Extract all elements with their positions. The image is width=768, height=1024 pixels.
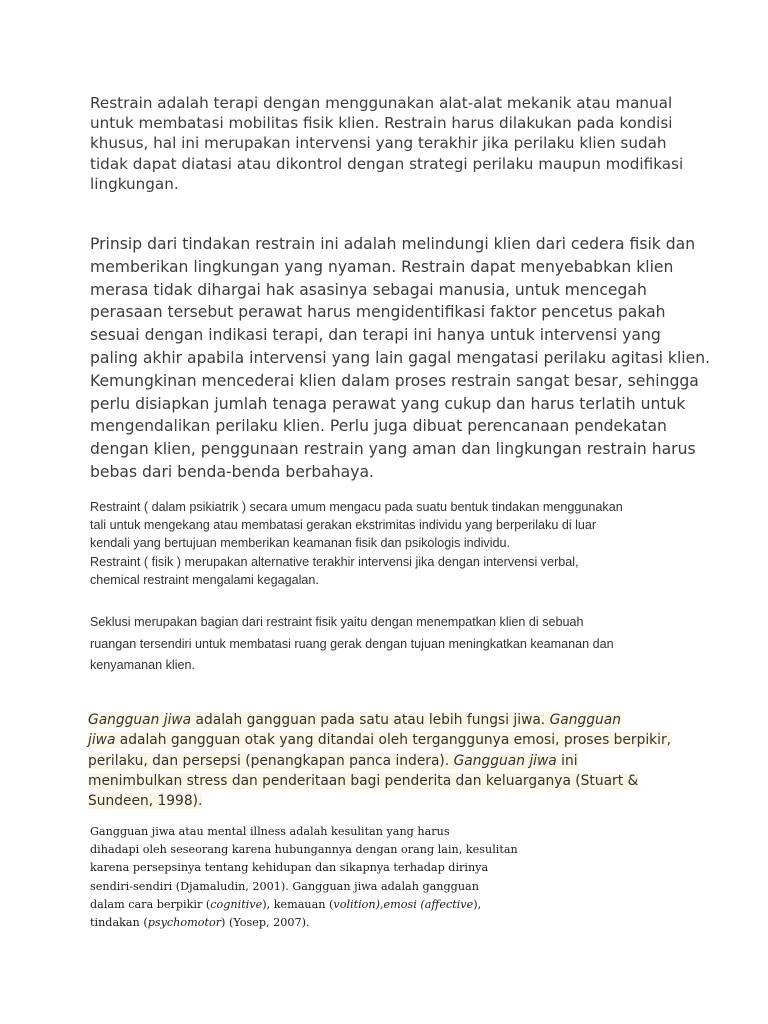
text-line: Restrain adalah terapi dengan menggunakan alat-alat mekanik atau manual (90, 94, 673, 112)
text-line: untuk membatasi mobilitas fisik klien. Restrain harus dilakukan pada kondisi (90, 114, 673, 133)
italic-term: cognitive (210, 897, 263, 911)
highlight (88, 732, 671, 748)
text-line: tali untuk mengekang atau membatasi gerakan ekstrimitas individu yang berperilaku di luar (90, 518, 597, 533)
text-line: Prinsip dari tindakan restrain ini adalah melindungi klien dari cedera fisik dan (90, 235, 696, 253)
text-line: paling akhir apabila intervensi yang lain gagal mengatasi perilaku agitasi klien. (90, 348, 711, 367)
text-line: mengendalikan perilaku klien. Perlu juga dibuat perencanaan pendekatan (90, 417, 667, 436)
paragraph-gangguan-jiwa-highlighted (88, 710, 688, 811)
italic-term: Gangguan jiwa (88, 712, 192, 728)
text-line: bebas dari benda-benda berbahaya. (90, 462, 374, 481)
italic-term: Gangguan (549, 712, 621, 728)
text-line (88, 730, 688, 750)
text-span: ), kemauan ( (262, 897, 334, 911)
text-line: karena persepsinya tentang kehidupan dan sikapnya terhadap dirinya (90, 861, 489, 875)
paragraph-restrain-principle (90, 233, 711, 484)
text-line: ruangan tersendiri untuk membatasi ruang gerak dengan tujuan meningkatkan keamanan dan (90, 636, 614, 651)
highlight: Sundeen, 1998). (88, 793, 203, 810)
italic-term: psychomotor (147, 916, 222, 930)
text-line: chemical restraint mengalami kegagalan. (90, 572, 319, 587)
text-line: Restraint ( fisik ) merupakan alternative terakhir intervensi jika dengan intervensi verbal, (90, 554, 579, 569)
text-span: ini (556, 752, 578, 769)
highlight: menimbulkan stress dan penderitaan bagi penderita dan keluarganya (Stuart & (88, 772, 639, 789)
text-line: Seklusi merupakan bagian dari restraint fisik yaitu dengan menempatkan klien di sebuah (90, 615, 584, 629)
paragraph-restraint-psychiatric (90, 498, 690, 589)
text-line: lingkungan. (90, 174, 179, 193)
paragraph-restrain-definition (90, 93, 690, 194)
text-line: kendali yang bertujuan memberikan keamanan fisik dan psikologis individu. (90, 536, 511, 551)
text-span: ), (473, 897, 482, 911)
text-line: tidak dapat diatasi atau dikontrol dengan strategi perilaku maupun modifikasi (90, 154, 684, 173)
text-line: memberikan lingkungan yang nyaman. Restrain dapat menyebabkan klien (90, 257, 674, 276)
paragraph-mental-illness (90, 823, 560, 932)
italic-term: volition),emosi (affective (333, 897, 474, 911)
text-line: dengan klien, penggunaan restrain yang aman dan lingkungan restrain harus (90, 440, 696, 459)
paragraph-seklusi (90, 612, 690, 677)
text-span: ) (Yosep, 2007). (221, 916, 310, 930)
text-line (88, 751, 688, 771)
text-line: perlu disiapkan jumlah tenaga perawat yang cukup dan harus terlatih untuk (90, 394, 686, 413)
text-line (88, 791, 688, 811)
text-line (90, 896, 560, 914)
text-line (90, 914, 560, 932)
text-span: dalam cara berpikir ( (90, 897, 211, 911)
text-line: Kemungkinan mencederai klien dalam proses restrain sangat besar, sehingga (90, 371, 699, 390)
text-line: sesuai dengan indikasi terapi, dan terapi ini hanya untuk intervensi yang (90, 326, 661, 345)
text-span: adalah gangguan otak yang ditandai oleh terganggunya emosi, proses berpikir, (115, 732, 672, 749)
text-line: dihadapi oleh seseorang karena hubungannya dengan orang lain, kesulitan (90, 843, 518, 857)
text-line: perasaan tersebut perawat harus mengidentifikasi faktor pencetus pakah (90, 303, 666, 322)
text-span: perilaku, dan persepsi (penangkapan panca indera). (88, 752, 454, 769)
text-line: sendiri-sendiri (Djamaludin, 2001). Gangguan jiwa adalah gangguan (90, 879, 479, 893)
text-line (88, 710, 688, 730)
text-line (88, 771, 688, 791)
italic-term: jiwa (88, 732, 116, 749)
text-span: tindakan ( (90, 916, 148, 930)
italic-term: Gangguan jiwa (453, 752, 557, 769)
text-line: Gangguan jiwa atau mental illness adalah kesulitan yang harus (90, 825, 450, 838)
text-span: adalah gangguan pada satu atau lebih fungsi jiwa. (191, 712, 550, 728)
text-line: kenyamanan klien. (90, 658, 196, 672)
text-line: khusus, hal ini merupakan intervensi yang terakhir jika perilaku klien sudah (90, 134, 667, 153)
text-line: merasa tidak dihargai hak asasinya sebagai manusia, untuk mencegah (90, 280, 647, 299)
highlight (88, 753, 578, 769)
text-line: Restraint ( dalam psikiatrik ) secara umum mengacu pada suatu bentuk tindakan menggunakan (90, 500, 623, 514)
highlight (88, 712, 621, 728)
